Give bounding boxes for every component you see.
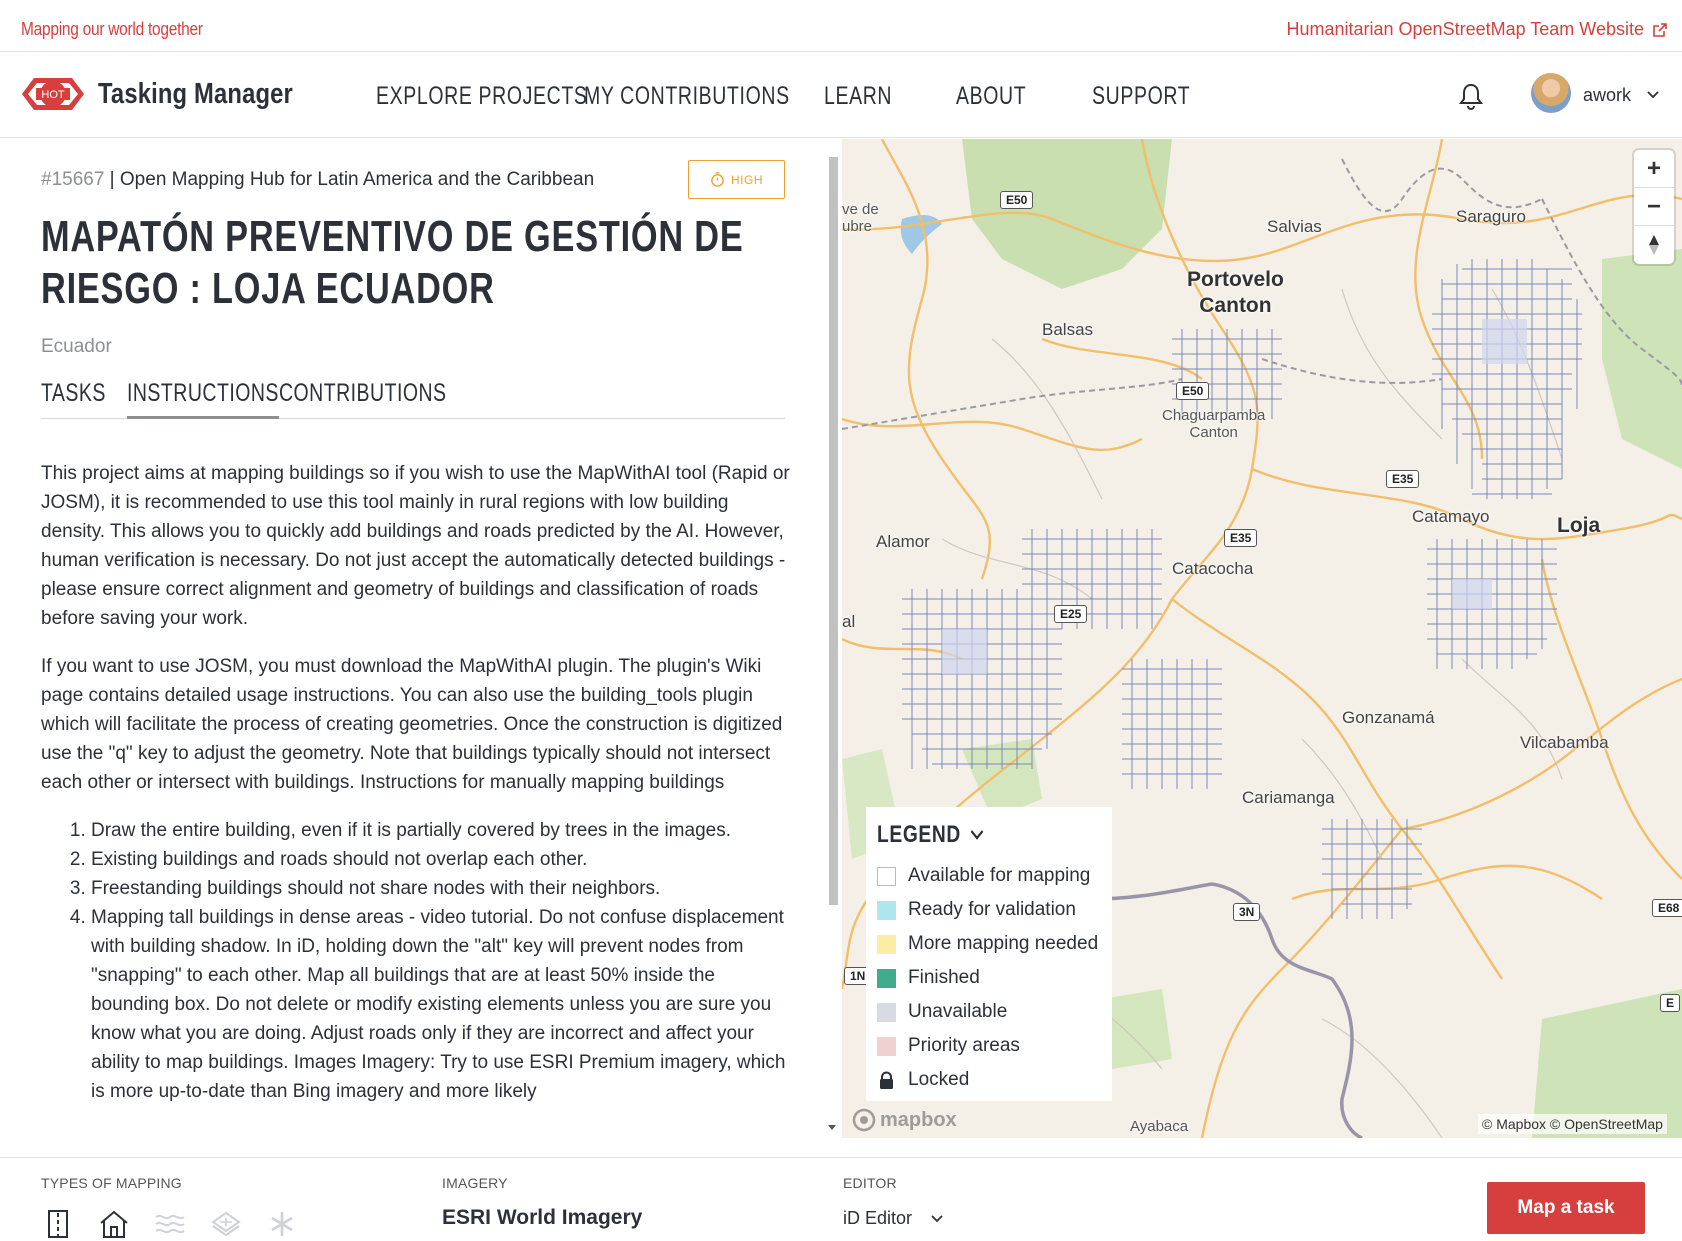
- road-shield: E35: [1224, 529, 1257, 547]
- tab-instructions[interactable]: INSTRUCTIONS: [127, 379, 279, 419]
- list-item: 2. Existing buildings and roads should not overlap each other.: [91, 845, 791, 874]
- map-place-label: ve de: [842, 201, 879, 218]
- top-banner: [0, 0, 1682, 52]
- editor-select[interactable]: [843, 1208, 944, 1229]
- legend-swatch: [877, 1037, 896, 1056]
- scrollbar-thumb[interactable]: [829, 157, 838, 905]
- road-shield: E50: [1000, 191, 1033, 209]
- legend-item-unavailable: [877, 995, 1101, 1029]
- legend-toggle[interactable]: [877, 821, 1056, 849]
- types-of-mapping: [41, 1207, 299, 1241]
- road-shield: E50: [1176, 382, 1209, 400]
- list-item: 4. Mapping tall buildings in dense areas - video tutorial. Do not confuse displacement with building shadow. In iD, holding down the "alt" key will prevent nodes from "snapping" to each other. Map all buildings that are at least 50% inside the bounding box. Do not delete or modify existing elements unless you are sure you know what you are doing. Adjust roads only if they are incorrect and affect your ability to map buildings. Images Imagery: Try to use ESRI Premium imagery, which is more up-to-date than Bing imagery and more likely: [91, 903, 791, 1106]
- map-place-label: Catacocha: [1172, 559, 1254, 578]
- road-shield: E68: [1652, 899, 1682, 917]
- imagery-label: IMAGERY: [442, 1175, 508, 1191]
- zoom-out-button[interactable]: −: [1634, 188, 1674, 226]
- chevron-down-icon[interactable]: [1646, 88, 1660, 102]
- nav-support-label: SUPPORT: [1092, 82, 1191, 110]
- mapbox-logo-icon: [852, 1108, 876, 1132]
- map-place-label: Salvias: [1267, 217, 1322, 236]
- legend-label: Available for mapping: [908, 865, 1091, 886]
- map-place-label: Alamor: [876, 532, 930, 551]
- list-item: 3. Freestanding buildings should not share nodes with their neighbors.: [91, 874, 791, 903]
- map-place-label: Cariamanga: [1242, 788, 1335, 807]
- legend-swatch: [877, 969, 896, 988]
- map-place-label: Loja: [1557, 514, 1601, 537]
- legend-item-priority-areas: [877, 1029, 1101, 1063]
- nav-support[interactable]: [1092, 82, 1191, 111]
- legend-label: Finished: [908, 967, 980, 988]
- nav-about[interactable]: ABOUT: [956, 82, 1027, 110]
- legend-label: More mapping needed: [908, 933, 1099, 954]
- map-place-label: al: [842, 612, 856, 631]
- chevron-down-icon: [930, 1212, 944, 1226]
- legend-label: Locked: [908, 1069, 970, 1090]
- hot-website-link[interactable]: [1286, 19, 1668, 40]
- nav-explore-projects[interactable]: EXPLORE PROJECTS: [376, 82, 588, 110]
- map-place-label: Canton: [1189, 424, 1238, 441]
- instructions-paragraph: This project aims at mapping buildings so if you wish to use the MapWithAI tool (Rapid or JOSM), it is recommended to use this tool mainly in rural regions with low building density. This allows you to quickly add buildings and roads predicted by the AI. However, human verification is necessary. Do not just accept the automatically detected buildings - please ensure correct alignment and geometry of buildings and classification of roads before saving your work.: [41, 463, 790, 629]
- map-place-label: [1187, 267, 1284, 319]
- project-tabs: [41, 379, 785, 419]
- map-place-label: [842, 201, 879, 235]
- tab-tasks[interactable]: TASKS: [41, 379, 106, 407]
- map-place-label: Portovelo: [1187, 268, 1284, 291]
- compass-button[interactable]: [1634, 226, 1674, 264]
- project-id: #15667: [41, 169, 105, 190]
- priority-badge: [688, 160, 785, 199]
- imagery-value[interactable]: ESRI World Imagery: [442, 1206, 643, 1229]
- types-of-mapping-label: TYPES OF MAPPING: [41, 1175, 182, 1191]
- logo[interactable]: [20, 74, 336, 114]
- project-header-line: [41, 169, 594, 191]
- legend-label: Ready for validation: [908, 899, 1076, 920]
- tagline: Mapping our world together: [21, 19, 203, 39]
- instructions-list: [41, 816, 791, 1106]
- roads-icon: [41, 1207, 75, 1241]
- compass-icon: [1647, 233, 1661, 257]
- map-a-task-button[interactable]: Map a task: [1487, 1182, 1645, 1234]
- legend-item-finished: [877, 961, 1101, 995]
- legend-swatch: [877, 1003, 896, 1022]
- legend-item-available: [877, 859, 1101, 893]
- other-icon: [265, 1207, 299, 1241]
- road-shield: E35: [1386, 470, 1419, 488]
- lock-icon: [877, 1071, 896, 1090]
- legend-swatch: [877, 901, 896, 920]
- nav-my-contributions[interactable]: MY CONTRIBUTIONS: [584, 82, 790, 110]
- legend-swatch: [877, 867, 896, 886]
- map-place-label: Canton: [1199, 294, 1272, 317]
- legend-item-more-mapping-needed: [877, 927, 1101, 961]
- external-link-icon: [1652, 22, 1668, 38]
- road-shield: 3N: [1233, 903, 1260, 921]
- map-legend: [866, 807, 1112, 1101]
- legend-label: Unavailable: [908, 1001, 1008, 1022]
- logo-badge: HOT: [41, 89, 65, 101]
- map-place-label: Chaguarpamba: [1162, 407, 1266, 424]
- tab-contributions[interactable]: CONTRIBUTIONS: [279, 379, 447, 407]
- project-separator: |: [104, 169, 120, 190]
- list-item: 1. Draw the entire building, even if it is partially covered by trees in the images.: [91, 816, 791, 845]
- organisation-name[interactable]: Open Mapping Hub for Latin America and the Caribbean: [119, 169, 595, 190]
- hot-logo-icon: [20, 74, 86, 114]
- username[interactable]: awork: [1583, 85, 1632, 105]
- project-country: Ecuador: [41, 336, 112, 357]
- map-place-label: Balsas: [1042, 320, 1094, 339]
- map-place-label: [1162, 407, 1265, 441]
- waterways-icon: [153, 1207, 187, 1241]
- legend-item-ready-for-validation: [877, 893, 1101, 927]
- app-name: Tasking Manager: [98, 77, 293, 110]
- editor-value: iD Editor: [843, 1208, 913, 1228]
- map-attribution[interactable]: © Mapbox © OpenStreetMap: [1478, 1114, 1667, 1134]
- map-place-label: ubre: [842, 218, 873, 235]
- instructions-paragraph: If you want to use JOSM, you must download the MapWithAI plugin. The plugin's Wiki page contains detailed usage instructions. You can also use the building_tools plugin which will facilitate the process of creating geometries. Once the construction is digitized use the "q" key to adjust the geometry. Note that buildings typically should not intersect each other or intersect with buildings. Instructions for manually mapping buildings: [41, 656, 783, 793]
- stopwatch-icon: [710, 172, 725, 187]
- chevron-down-icon: [969, 825, 985, 845]
- zoom-in-button[interactable]: +: [1634, 150, 1674, 188]
- map-place-label: Gonzanamá: [1342, 708, 1435, 727]
- project-title: MAPATÓN PREVENTIVO DE GESTIÓN DE RIESGO : LOJA ECUADOR: [41, 212, 744, 313]
- editor-label: EDITOR: [843, 1175, 897, 1191]
- map-place-label: Ayabaca: [1130, 1118, 1189, 1135]
- nav-learn[interactable]: LEARN: [824, 82, 893, 110]
- map-place-label: Catamayo: [1412, 507, 1490, 526]
- map-zoom-controls: [1634, 150, 1674, 264]
- user-avatar[interactable]: [1531, 73, 1571, 113]
- main-nav: [376, 82, 1252, 111]
- land-use-icon: [209, 1207, 243, 1241]
- mapbox-logo[interactable]: [852, 1108, 957, 1132]
- project-detail-panel: [0, 139, 826, 1156]
- road-shield: E: [1660, 994, 1680, 1012]
- main-header: [0, 52, 1682, 138]
- map-place-label: Vilcabamba: [1520, 733, 1609, 752]
- mapbox-wordmark: mapbox: [880, 1108, 957, 1131]
- map-place-label: Saraguro: [1456, 207, 1526, 226]
- hot-website-label: Humanitarian OpenStreetMap Team Website: [1286, 19, 1644, 39]
- legend-label: Priority areas: [908, 1035, 1020, 1056]
- scroll-down-arrow-icon[interactable]: [828, 1125, 836, 1130]
- road-shield: 1N: [844, 967, 871, 985]
- legend-swatch: [877, 935, 896, 954]
- buildings-icon: [97, 1207, 131, 1241]
- priority-label: HIGH: [731, 172, 763, 187]
- legend-title: LEGEND: [877, 821, 961, 848]
- project-footer: [0, 1157, 1682, 1241]
- instructions-content: [41, 459, 791, 1106]
- notifications-bell-icon[interactable]: [1458, 82, 1484, 110]
- road-shield: E25: [1054, 605, 1087, 623]
- legend-item-locked: [877, 1063, 1101, 1097]
